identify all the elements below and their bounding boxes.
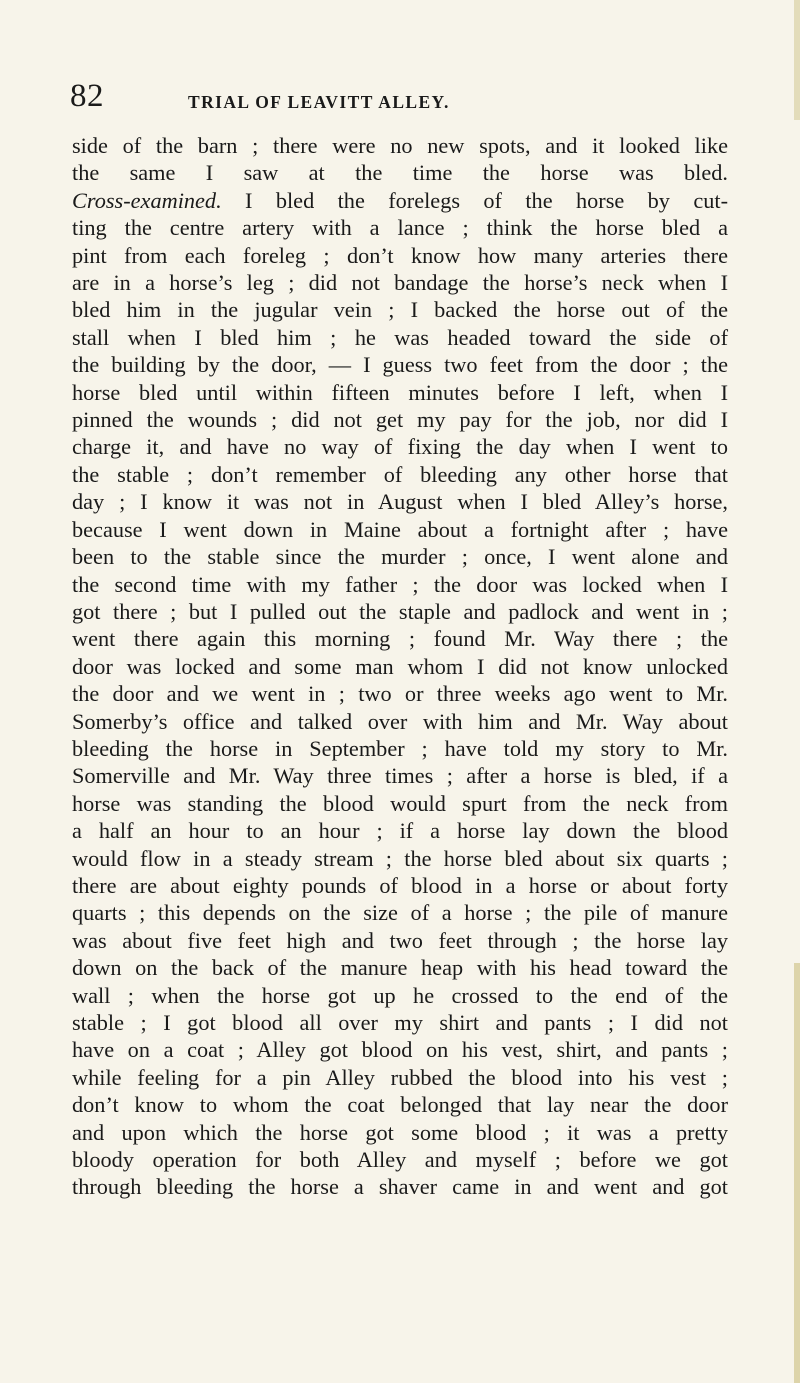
text-line bbox=[72, 214, 728, 241]
text-line bbox=[72, 1146, 728, 1173]
line-text: a half an hour to an hour ; if a horse lay down the blood bbox=[72, 818, 728, 844]
line-text: got there ; but I pulled out the staple and padlock and went in ; bbox=[72, 598, 728, 624]
cross-examined-heading: Cross-examined. bbox=[72, 187, 222, 213]
line-text: stall when I bled him ; he was headed toward the side of bbox=[72, 324, 728, 350]
page-number: 82 bbox=[70, 78, 104, 114]
line-text: the stable ; don’t remember of bleeding any other horse that bbox=[72, 461, 728, 487]
line-text: there are about eighty pounds of blood in a horse or about forty bbox=[72, 872, 728, 898]
line-text: are in a horse’s leg ; did not bandage the horse’s neck when I bbox=[72, 270, 728, 296]
text-line bbox=[72, 351, 728, 378]
text-line bbox=[72, 1091, 728, 1118]
line-text: I bled the forelegs of the horse by cut- bbox=[221, 187, 728, 213]
line-text: quarts ; this depends on the size of a horse ; the pile of manure bbox=[72, 900, 728, 926]
line-text: the same I saw at the time the horse was bled. bbox=[72, 160, 728, 186]
line-text: pint from each foreleg ; don’t know how many arteries there bbox=[72, 242, 728, 268]
line-text: ting the centre artery with a lance ; think the horse bled a bbox=[72, 215, 728, 241]
line-text: bloody operation for both Alley and myself ; before we got bbox=[72, 1147, 728, 1173]
line-text: bled him in the jugular vein ; I backed the horse out of the bbox=[72, 297, 728, 323]
running-head: TRIAL OF LEAVITT ALLEY. bbox=[188, 92, 450, 112]
line-text: side of the barn ; there were no new spots, and it looked like bbox=[72, 133, 728, 158]
page-edge-shadow bbox=[794, 963, 800, 1383]
line-text: the second time with my father ; the door was locked when I bbox=[72, 571, 728, 597]
line-text: while feeling for a pin Alley rubbed the blood into his vest ; bbox=[72, 1064, 728, 1090]
line-text: charge it, and have no way of fixing the day when I went to bbox=[72, 434, 728, 460]
text-line bbox=[72, 790, 728, 817]
text-line bbox=[72, 1119, 728, 1146]
text-line bbox=[72, 1173, 728, 1200]
text-line bbox=[72, 927, 728, 954]
text-line bbox=[72, 406, 728, 433]
line-text: door was locked and some man whom I did not know unlocked bbox=[72, 653, 728, 679]
text-line bbox=[72, 653, 728, 680]
text-line bbox=[72, 187, 728, 214]
text-line bbox=[72, 1036, 728, 1063]
text-line bbox=[72, 1009, 728, 1036]
text-line bbox=[72, 982, 728, 1009]
text-line bbox=[72, 379, 728, 406]
line-text: don’t know to whom the coat belonged that lay near the door bbox=[72, 1092, 728, 1118]
line-text: the building by the door, — I guess two feet from the door ; the bbox=[72, 352, 728, 378]
text-line bbox=[72, 1064, 728, 1091]
line-text: went there again this morning ; found Mr. Way there ; the bbox=[72, 626, 728, 652]
line-text: bleeding the horse in September ; have told my story to Mr. bbox=[72, 735, 728, 761]
text-line bbox=[72, 625, 728, 652]
line-text: was about five feet high and two feet through ; the horse lay bbox=[72, 927, 728, 953]
page-edge-shadow bbox=[794, 0, 800, 120]
line-text: horse was standing the blood would spurt from the neck from bbox=[72, 790, 728, 816]
text-line bbox=[72, 132, 728, 159]
text-line bbox=[72, 242, 728, 269]
text-line bbox=[72, 516, 728, 543]
text-line bbox=[72, 571, 728, 598]
text-line bbox=[72, 735, 728, 762]
text-line bbox=[72, 708, 728, 735]
line-text: day ; I know it was not in August when I bled Alley’s horse, bbox=[72, 489, 728, 515]
text-line bbox=[72, 680, 728, 707]
line-text: horse bled until within fifteen minutes before I left, when I bbox=[72, 379, 728, 405]
line-text: the door and we went in ; two or three weeks ago went to Mr. bbox=[72, 681, 728, 707]
text-line bbox=[72, 899, 728, 926]
line-text: pinned the wounds ; did not get my pay for the job, nor did I bbox=[72, 407, 728, 433]
body-text bbox=[72, 132, 728, 1201]
text-line bbox=[72, 296, 728, 323]
text-line bbox=[72, 598, 728, 625]
line-text: have on a coat ; Alley got blood on his vest, shirt, and pants ; bbox=[72, 1037, 728, 1063]
text-line bbox=[72, 543, 728, 570]
text-line bbox=[72, 817, 728, 844]
text-line bbox=[72, 872, 728, 899]
line-text: Somerby’s office and talked over with him and Mr. Way about bbox=[72, 708, 728, 734]
text-line bbox=[72, 433, 728, 460]
line-text: stable ; I got blood all over my shirt and pants ; I did not bbox=[72, 1010, 728, 1035]
text-line bbox=[72, 324, 728, 351]
line-text: because I went down in Maine about a fortnight after ; have bbox=[72, 516, 728, 542]
text-line bbox=[72, 845, 728, 872]
text-line bbox=[72, 159, 728, 186]
line-text: down on the back of the manure heap with his head toward the bbox=[72, 955, 728, 981]
page-header bbox=[70, 78, 730, 114]
text-line bbox=[72, 488, 728, 515]
line-text: would flow in a steady stream ; the horse bled about six quarts ; bbox=[72, 845, 728, 871]
text-line bbox=[72, 762, 728, 789]
line-text: been to the stable since the murder ; once, I went alone and bbox=[72, 544, 728, 570]
line-text: Somerville and Mr. Way three times ; after a horse is bled, if a bbox=[72, 763, 728, 789]
line-text: wall ; when the horse got up he crossed to the end of the bbox=[72, 982, 728, 1008]
text-line bbox=[72, 269, 728, 296]
text-line bbox=[72, 954, 728, 981]
line-text: through bleeding the horse a shaver came in and went and got bbox=[72, 1174, 728, 1200]
line-text: and upon which the horse got some blood ; it was a pretty bbox=[72, 1119, 728, 1145]
text-line bbox=[72, 461, 728, 488]
